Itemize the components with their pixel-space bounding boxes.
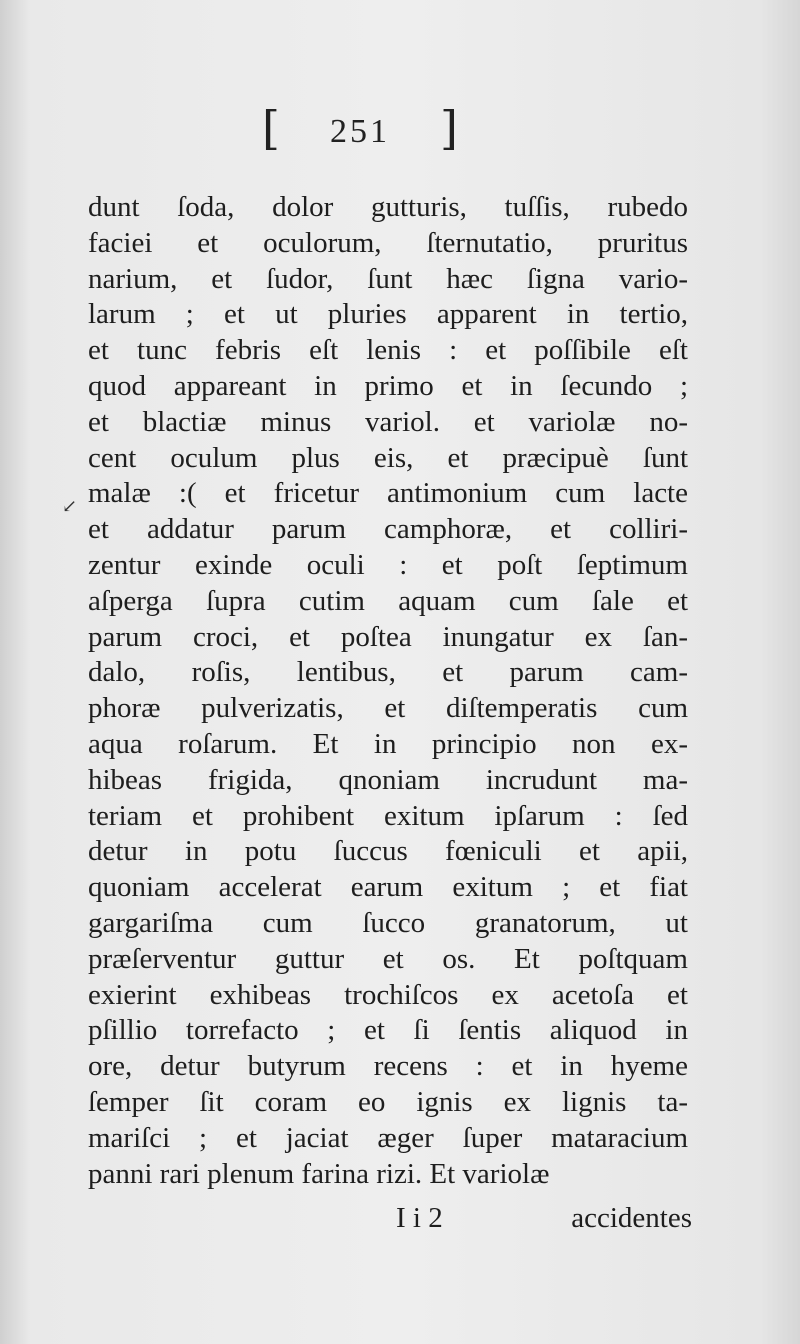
- text-line: præſerventur guttur et os. Et poſtquam: [88, 942, 688, 975]
- page-number: 251: [330, 113, 390, 150]
- margin-annotation-mark: ↙: [62, 496, 78, 517]
- text-line: quod appareant in primo et in ſecundo ;: [88, 369, 688, 402]
- text-line: ſemper ſit coram eo ignis ex lignis ta-: [88, 1085, 688, 1118]
- header-bracket-left: [: [262, 101, 280, 155]
- text-line: hibeas frigida, qnoniam incrudunt ma-: [88, 763, 688, 796]
- text-line: dunt ſoda, dolor gutturis, tuſſis, rubedo: [88, 191, 688, 223]
- header-bracket-right: ]: [440, 101, 458, 155]
- page-header: [0, 98, 800, 168]
- text-line: aqua roſarum. Et in principio non ex-: [88, 727, 688, 760]
- page-footer: [88, 1198, 692, 1238]
- text-line: et tunc febris eſt lenis : et poſſibile eſt: [88, 334, 688, 367]
- text-line: teriam et prohibent exitum ipſarum : ſed: [88, 799, 688, 832]
- catchword: accidentes: [571, 1202, 692, 1234]
- text-line: quoniam accelerat earum exitum ; et fiat: [88, 871, 688, 904]
- text-line: mariſci ; et jaciat æger ſuper mataracium: [88, 1121, 688, 1154]
- text-line: narium, et ſudor, ſunt hæc ſigna vario-: [88, 262, 688, 295]
- text-line: exierint exhibeas trochiſcos ex acetoſa et: [88, 978, 688, 1011]
- text-line: ore, detur butyrum recens : et in hyeme: [88, 1050, 688, 1083]
- text-line: dalo, roſis, lentibus, et parum cam-: [88, 656, 688, 689]
- text-line: et blactiæ minus variol. et variolæ no-: [88, 405, 688, 438]
- text-line: pſillio torrefacto ; et ſi ſentis aliquod in: [88, 1014, 688, 1047]
- text-line: panni rari plenum farina rizi. Et variolæ: [88, 1157, 550, 1190]
- text-line: faciei et oculorum, ſternutatio, pruritus: [88, 226, 688, 259]
- text-line: detur in potu ſuccus fœniculi et apii,: [88, 835, 688, 868]
- signature-mark: I i 2: [396, 1202, 443, 1234]
- text-line: malæ :( et fricetur antimonium cum lacte: [88, 477, 688, 510]
- text-line: phoræ pulverizatis, et diſtemperatis cum: [88, 692, 688, 725]
- body-text: [88, 190, 688, 1192]
- text-line: aſperga ſupra cutim aquam cum ſale et: [88, 584, 688, 617]
- text-line: larum ; et ut pluries apparent in tertio,: [88, 298, 688, 331]
- text-line: gargariſma cum ſucco granatorum, ut: [88, 906, 688, 939]
- text-line: zentur exinde oculi : et poſt ſeptimum: [88, 548, 688, 581]
- text-line: cent oculum plus eis, et præcipuè ſunt: [88, 441, 688, 474]
- text-line: parum croci, et poſtea inungatur ex ſan-: [88, 620, 688, 653]
- text-line: et addatur parum camphoræ, et colliri-: [88, 513, 688, 546]
